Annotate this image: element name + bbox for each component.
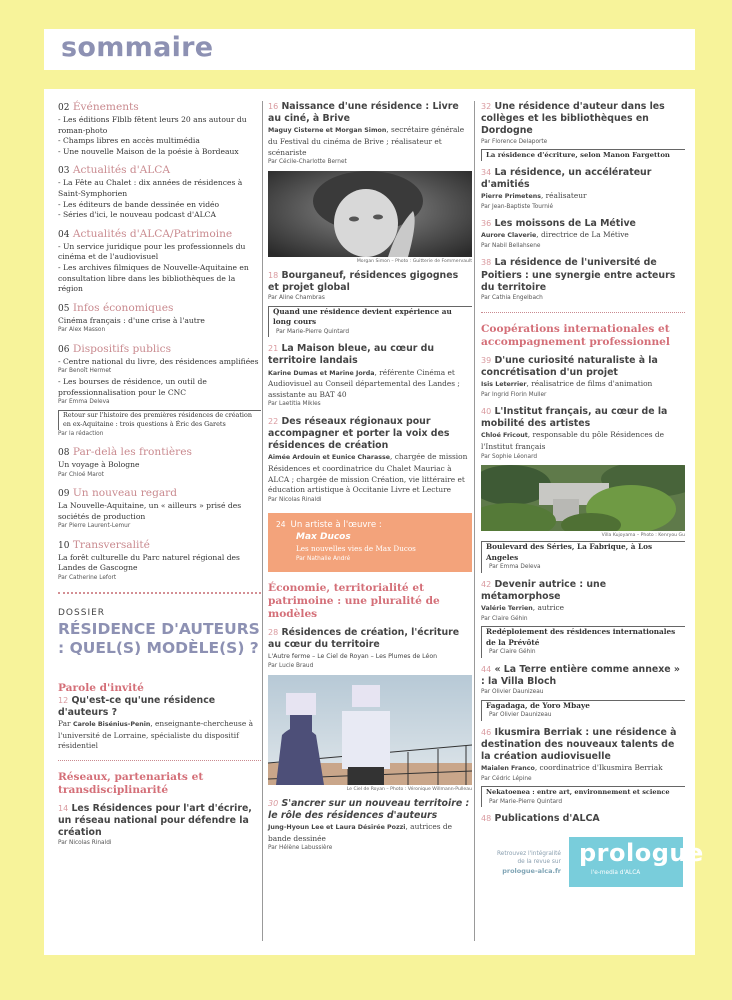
author-name: Karine Dumas et Marine Jorda — [268, 369, 375, 377]
section-title: Transversalité — [72, 538, 150, 551]
column-divider — [474, 101, 475, 941]
article-title: Résidences de création, l'écriture au cœur du territoire — [268, 627, 460, 651]
section-heading: Parole d'invité — [58, 681, 144, 694]
photo-caption: Villa Kujoyama – Photo : Kenryou Gu — [601, 533, 685, 539]
page-number: 10 — [58, 540, 70, 551]
author: Par Aline Chambras — [268, 295, 325, 302]
column-3 — [481, 101, 704, 887]
author-role: , enseignante-chercheuse à l'université de Lorraine, spécialiste du dispositif résidentiel — [58, 718, 253, 751]
portrait-image — [268, 171, 472, 257]
author-name: Jung-Hyoun Lee et Laura Désirée Pozzi — [268, 824, 406, 832]
page-number: 14 — [58, 803, 69, 813]
author: Par Marie-Pierre Quintard — [276, 328, 350, 335]
author-name: Valérie Terrien — [481, 605, 533, 613]
aside-title: Boulevard des Séries, La Fabrique, à Los Angeles — [486, 542, 653, 562]
brand-tagline: l'e-media d'ALCA — [591, 870, 641, 877]
aside-title: La résidence d'écriture, selon Manon Fargetton — [486, 151, 670, 160]
entry-line: Cinéma français : d'une crise à l'autre — [58, 315, 205, 325]
entry-line: La forêt culturelle du Parc naturel régional des Landes de Gascogne — [58, 552, 240, 573]
author: Par Cécile-Charlotte Bernet — [268, 159, 347, 166]
article-14[interactable] — [58, 803, 261, 849]
page-number: 40 — [481, 407, 492, 417]
sidebar-article[interactable] — [481, 786, 685, 807]
article-title: D'une curiosité naturaliste à la concrétisation d'un projet — [481, 354, 658, 378]
page-number: 04 — [58, 229, 70, 240]
author: Par Chloé Marot — [58, 471, 104, 478]
author: Par Cédric Lépine — [481, 775, 532, 782]
author: Par Claire Géhin — [481, 615, 528, 622]
article-22[interactable] — [268, 416, 472, 505]
section-infos-economiques[interactable] — [58, 302, 261, 336]
author-name: Chloé Fricout — [481, 432, 528, 440]
author: Par Lucie Braud — [268, 663, 314, 670]
article-18[interactable] — [268, 270, 472, 337]
aside-title: Quand une résidence devient expérience au long cours — [273, 306, 452, 327]
author: Par Catherine Lefort — [58, 575, 117, 582]
author: Par Claire Géhin — [489, 649, 536, 656]
dossier-label: DOSSIER — [58, 607, 106, 618]
section-evenements[interactable] — [58, 101, 261, 157]
artist-name: Max Ducos — [296, 532, 351, 543]
article-16[interactable] — [268, 101, 472, 264]
entry-line: Un voyage à Bologne — [58, 460, 140, 470]
author: Par la rédaction — [58, 430, 104, 437]
page-number: 21 — [268, 344, 279, 354]
villa-photo — [481, 465, 685, 531]
section-title: Actualités d'ALCA/Patrimoine — [72, 227, 233, 240]
article-subtitle: L'Autre ferme – Le Ciel de Royan – Les Plumes de Léon — [268, 652, 438, 660]
author: Par Nicolas Rinaldi — [58, 840, 112, 847]
article-title: Publications d'ALCA — [494, 813, 600, 825]
article-39[interactable] — [481, 355, 685, 401]
author: Par Emma Deleva — [58, 399, 110, 406]
article-title: S'ancrer sur un nouveau territoire : le rôle des résidences d'auteurs — [268, 797, 470, 821]
aside-title: Nekatoenea : entre art, environnement et science — [486, 788, 670, 797]
author-role: , référente Cinéma et Audiovisuel au Conseil départemental des Landes ; assistante au BAT 40 — [268, 367, 460, 399]
column-divider — [262, 101, 263, 941]
article-subtitle: Les nouvelles vies de Max Ducos — [296, 544, 416, 554]
page-number: 48 — [481, 814, 492, 824]
royan-image — [268, 675, 472, 785]
entry-line: - Centre national du livre, des résidences amplifiées — [58, 356, 259, 366]
section-dispositifs-publics[interactable] — [58, 343, 261, 439]
author: Par Olivier Daunizeau — [489, 712, 552, 719]
entry-line: - Les éditeurs de bande dessinée en vidéo — [58, 199, 220, 209]
article-44[interactable] — [481, 664, 685, 721]
article-38[interactable] — [481, 257, 685, 303]
author: Par Alex Masson — [58, 327, 106, 334]
article-32[interactable] — [481, 101, 685, 161]
page-number: 38 — [481, 258, 492, 268]
sidebar-article[interactable] — [481, 700, 685, 721]
section-par-dela[interactable] — [58, 446, 261, 480]
article-42[interactable] — [481, 579, 685, 658]
section-title: Un nouveau regard — [72, 487, 178, 500]
page-number: 16 — [268, 102, 279, 111]
article-21[interactable] — [268, 343, 472, 410]
photo-caption: Le Ciel de Royan – Photo : Véronique Willmann-Pulleau — [346, 786, 472, 792]
author-role: , directrice de La Métive — [536, 230, 629, 240]
author: Par Hélène Labussière — [268, 845, 333, 852]
article-title: Les moissons de La Métive — [494, 218, 636, 230]
section-nouveau-regard[interactable] — [58, 487, 261, 532]
author: Par Nicolas Rinaldi — [268, 496, 322, 503]
author-name: Carole Bisénius-Penin — [72, 720, 151, 728]
article-title: Naissance d'une résidence : Livre au ciné, à Brive — [268, 101, 459, 125]
entry-line: - Une nouvelle Maison de la poésie à Bordeaux — [58, 146, 239, 156]
dotted-divider — [58, 760, 261, 761]
article-title: Une résidence d'auteur dans les collèges et les bibliothèques en Dordogne — [481, 101, 665, 137]
author-role: , réalisateur — [540, 191, 587, 201]
sidebar-article[interactable] — [481, 626, 685, 658]
promo-line: Retrouvez l'intégralité — [497, 850, 561, 857]
author: Par Olivier Daunizeau — [481, 689, 544, 696]
article-40[interactable] — [481, 406, 685, 573]
section-heading: Coopérations internationales et accompagnement professionnel — [481, 322, 670, 348]
author: Par Marie-Pierre Quintard — [489, 798, 563, 805]
contents-panel — [44, 89, 704, 955]
entry-line: La Nouvelle-Aquitaine, un « ailleurs » prisé des sociétés de production — [58, 501, 242, 521]
entry-line: - Les archives filmiques de Nouvelle-Aquitaine en consultation libre dans les bibliothèques de la région — [58, 262, 249, 294]
author-role: , autrices de bande dessinée — [268, 822, 452, 843]
author: Par Ingrid Florin Muller — [481, 391, 547, 398]
page-number: 32 — [481, 102, 492, 111]
author-name: Aimée Ardouin et Eunice Charasse — [268, 454, 391, 462]
page-number: 46 — [481, 727, 492, 737]
article-title: La Maison bleue, au cœur du territoire landais — [268, 343, 435, 367]
author: Par Florence Delaporte — [481, 138, 548, 145]
promo-url[interactable]: prologue-alca.fr — [502, 866, 561, 875]
promo-text — [481, 850, 561, 876]
page-number: 24 — [276, 520, 286, 530]
section-title: Dispositifs publics — [72, 342, 172, 355]
author: Par Laetitia Mikles — [268, 401, 321, 408]
article-12[interactable] — [58, 695, 261, 752]
column-1 — [58, 101, 261, 855]
author: Par Jean-Baptiste Tournié — [481, 203, 554, 210]
page-number: 03 — [58, 166, 70, 177]
article-title: « La Terre entière comme annexe » : la Villa Bloch — [481, 663, 680, 687]
page-number: 39 — [481, 355, 492, 365]
page-number: 22 — [268, 416, 279, 426]
page-number: 05 — [58, 303, 70, 314]
author-name: Maguy Cisterne et Morgan Simon — [268, 127, 387, 135]
section-title: Par-delà les frontières — [72, 446, 192, 459]
page-number: 28 — [268, 628, 279, 638]
aside-title: Fagadaga, de Yoro Mbaye — [486, 700, 590, 710]
author-role: , autrice — [532, 603, 565, 613]
entry-line: - Séries d'ici, le nouveau podcast d'ALCA — [58, 210, 216, 220]
section-actualites[interactable] — [58, 164, 261, 220]
featured-article-24[interactable] — [268, 513, 472, 572]
article-title: Bourganeuf, résidences gigognes et projet global — [268, 269, 459, 293]
author: Par Emma Deleva — [489, 564, 541, 571]
article-title: Ikusmira Berriak : une résidence à destination des nouveaux talents de la création audiovisuelle — [481, 726, 677, 762]
article-48[interactable] — [481, 813, 685, 825]
brand-name: prologue — [579, 839, 704, 868]
sidebar-article[interactable] — [268, 306, 472, 338]
page-number: 44 — [481, 664, 492, 674]
article-title: La résidence, un accélérateur d'amitiés — [481, 166, 652, 190]
author-name: Maialen Franco — [481, 765, 535, 773]
section-title: Actualités d'ALCA — [72, 164, 171, 177]
royan-photo — [268, 675, 472, 785]
page-number: 09 — [58, 489, 70, 500]
article-30[interactable] — [268, 798, 472, 854]
author: Par Pierre Laurent-Lemur — [58, 523, 131, 530]
section-heading: Réseaux, partenariats et transdisciplinarité — [58, 770, 204, 796]
author: Par Nabil Bellahsene — [481, 242, 541, 249]
article-title: Un artiste à l'œuvre : — [290, 520, 382, 531]
entry-line: - Un service juridique pour les professionnels du cinéma et de l'audiovisuel — [58, 241, 246, 262]
entry-line: - Champs libres en accès multimédia — [58, 136, 200, 146]
sidebar-article[interactable] — [481, 149, 685, 161]
author-name: Isis Leterrier — [481, 380, 527, 388]
author-role: , coordinatrice d'Ikusmira Berriak — [534, 763, 663, 773]
photo-caption: Morgan Simon – Photo : Guitterie de Fommervault — [356, 258, 472, 264]
page-number: 08 — [58, 448, 70, 459]
author: Par Benoît Hermet — [58, 368, 112, 375]
article-46[interactable] — [481, 727, 685, 808]
author-name: Pierre Primetens — [481, 193, 541, 201]
page-number: 18 — [268, 270, 279, 280]
aside-title: Retour sur l'histoire des premières résidences de création en ex-Aquitaine : trois questions à Éric des Garets — [63, 410, 252, 429]
section-title: Événements — [72, 101, 139, 113]
article-28[interactable] — [268, 627, 472, 792]
article-title: Qu'est-ce qu'une résidence d'auteurs ? — [58, 694, 216, 718]
dotted-divider — [481, 312, 685, 313]
aside-title: Redéploiement des résidences internationales de la Prévôté — [486, 627, 676, 647]
article-title: L'Institut français, au cœur de la mobilité des artistes — [481, 406, 668, 430]
section-patrimoine[interactable] — [58, 228, 261, 295]
article-34[interactable] — [481, 167, 685, 213]
article-title: La résidence de l'université de Poitiers : une synergie entre acteurs du territoire — [481, 257, 676, 293]
dotted-divider — [58, 592, 261, 594]
page-number: 34 — [481, 167, 492, 177]
section-heading: Économie, territorialité et patrimoine : une pluralité de modèles — [268, 582, 440, 621]
page-number: 42 — [481, 579, 492, 589]
section-title: Infos économiques — [72, 301, 174, 314]
author: Par Nathalie André — [296, 556, 351, 563]
villa-image — [481, 465, 685, 531]
portrait-photo — [268, 171, 472, 257]
author-role: , réalisatrice de films d'animation — [526, 378, 653, 388]
column-2 — [268, 101, 472, 860]
author-name: Aurore Claverie — [481, 232, 537, 240]
author: Par Cathia Engelbach — [481, 295, 543, 302]
entry-line: - Les éditions Flblb fêtent leurs 20 ans autour du roman-photo — [58, 115, 247, 135]
author-role: , chargée de mission Résidences et coordinatrice du Chalet Mauriac à ALCA ; chargée de mission Création, vie littéraire et éducation artistique à Occitanie Livre et Lecture — [268, 452, 468, 495]
entry-line: - Les bourses de résidence, un outil de professionnalisation pour le CNC — [58, 376, 207, 397]
prologue-logo[interactable] — [569, 837, 704, 887]
page-number: 30 — [268, 798, 279, 808]
page-number: 12 — [58, 695, 69, 705]
sidebar-article — [58, 410, 261, 430]
author-role: , secrétaire générale du Festival du cinéma de Brive ; réalisateur et scénariste — [268, 125, 465, 157]
dossier-title: RÉSIDENCE D'AUTEURS : QUEL(S) MODÈLE(S) ? — [58, 619, 260, 657]
promo-line: de la revue sur — [517, 859, 561, 866]
prologue-promo[interactable] — [481, 837, 704, 887]
title-band — [44, 29, 695, 70]
author-role: , responsable du pôle Résidences de l'Institut français — [481, 430, 664, 452]
article-title: Les Résidences pour l'art d'écrire, un réseau national pour défendre la création — [58, 802, 252, 839]
by-prefix: Par — [58, 718, 71, 728]
page-number: 36 — [481, 219, 492, 229]
section-transversalite[interactable] — [58, 539, 261, 584]
article-36[interactable] — [481, 218, 685, 251]
page-number: 02 — [58, 103, 70, 113]
entry-line: - La Fête au Chalet : dix années de résidences à Saint-Symphorien — [58, 178, 243, 198]
article-title: Des réseaux régionaux pour accompagner et porter la voix des résidences de création — [268, 415, 450, 452]
page-number: 06 — [58, 344, 70, 355]
sidebar-article[interactable] — [481, 541, 685, 573]
page-title: sommaire — [61, 32, 214, 63]
author: Par Sophie Léonard — [481, 453, 538, 460]
article-title: Devenir autrice : une métamorphose — [481, 578, 607, 602]
